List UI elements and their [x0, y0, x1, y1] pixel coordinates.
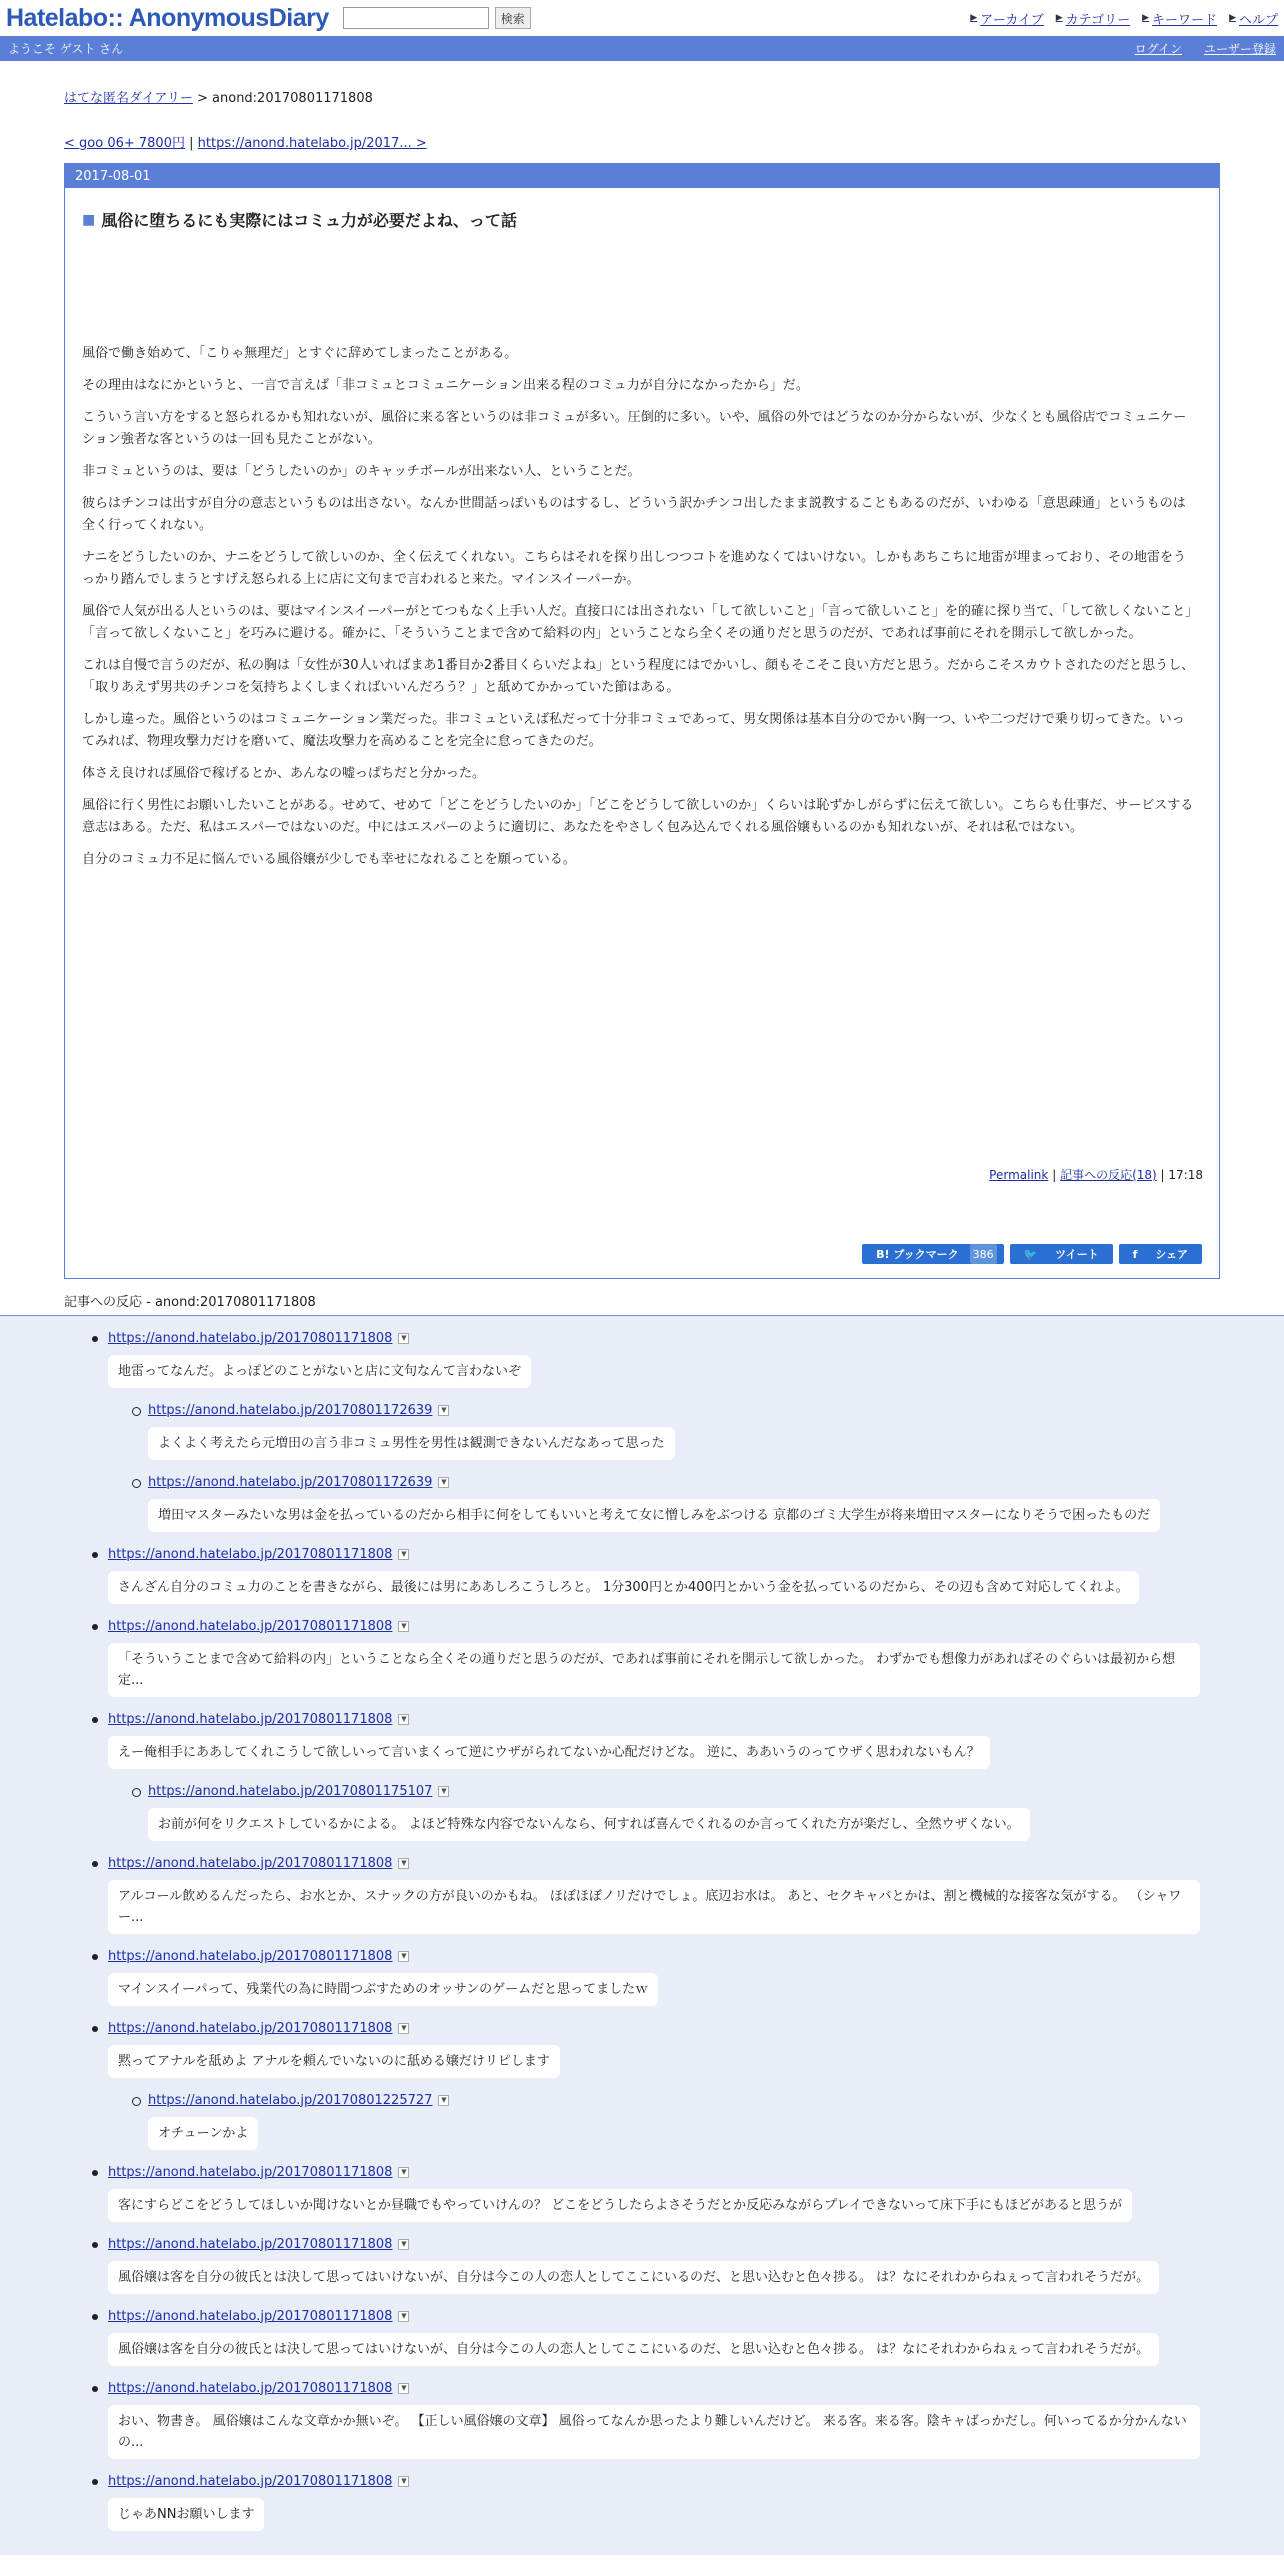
breadcrumb-home[interactable]: はてな匿名ダイアリー — [64, 91, 193, 106]
response-snippet: オチューンかよ — [148, 2117, 258, 2150]
article-paragraph: 彼らはチンコは出すが自分の意志というものは出さない。なんか世間話っぽいものはするし、どういう訳かチンコ出したまま説教することもあるのだが、いわゆる「意思疎通」というものは全く行ってくれない。 — [82, 496, 1186, 533]
response-snippet: 風俗嬢は客を自分の彼氏とは決して思ってはいけないが、自分は今この人の恋人としてここにいるのだ、と思い込むと色々捗る。 は？なにそれわからねぇって言われそうだが。 — [108, 2333, 1159, 2366]
response-snippet: さんざん自分のコミュ力のことを書きながら、最後には男にああしろこうしろと。 1分300円とか400円とかいう金を払っているのだから、その辺も含めて対応してくれよ。 — [108, 1571, 1139, 1604]
dropdown-icon[interactable]: ▼ — [398, 1621, 409, 1632]
article-paragraph: ナニをどうしたいのか、ナニをどうして欲しいのか、全く伝えてくれない。こちらはそれを探り出しつつコトを進めなくてはいけない。しかもあちこちに地雷が埋まっており、その地雷をうっかり踏んでしまうとすげえ怒られる上に店に文句まで言われると来た。マインスイーパーか。 — [82, 550, 1186, 587]
dropdown-icon[interactable]: ▼ — [438, 1477, 449, 1488]
article-paragraph: 風俗で人気が出る人というのは、要はマインスイーパーがとてつもなく上手い人だ。直接口には出されない「して欲しいこと」「言って欲しいこと」を的確に探り当て、「して欲しくないこと」「言って欲しくないこと」を巧みに避ける。確かに、「そういうことまで含めて給料の内」ということなら全くその通りだと思うのだが、であれば事前にそれを開示して欲しかった。 — [82, 604, 1192, 641]
response-item — [64, 2471, 1220, 2543]
article-paragraph: 非コミュというのは、要は「どうしたいのか」のキャッチボールが出来ない人、ということだ。 — [82, 464, 641, 479]
response-link-row — [108, 2471, 1220, 2491]
response-item — [64, 2306, 1220, 2378]
response-link-row — [108, 1328, 1220, 1348]
response-item — [64, 1328, 1220, 1400]
response-item — [64, 2162, 1220, 2234]
responses-title: 記事への反応 - anond:20170801171808 — [0, 1291, 1284, 1316]
response-snippet: 地雷ってなんだ。よっぽどのことがないと店に文句なんて言わないぞ — [108, 1355, 531, 1388]
dropdown-icon[interactable]: ▼ — [398, 1858, 409, 1869]
site-logo[interactable]: Hatelabo:: AnonymousDiary — [6, 3, 329, 32]
response-item — [64, 2090, 1220, 2162]
response-link[interactable]: https://anond.hatelabo.jp/20170801171808 — [108, 1330, 393, 1346]
top-nav — [970, 9, 1278, 28]
dropdown-icon[interactable]: ▼ — [438, 2095, 449, 2106]
response-link[interactable]: https://anond.hatelabo.jp/20170801175107 — [148, 1783, 433, 1799]
facebook-icon: f — [1126, 1244, 1149, 1264]
nav-keyword[interactable]: ▶ キーワード — [1142, 12, 1218, 28]
response-item — [64, 2018, 1220, 2090]
response-link-row — [148, 1472, 1220, 1492]
tweet-button[interactable]: 🐦 ツイート — [1010, 1244, 1113, 1264]
permalink[interactable]: Permalink — [989, 1168, 1049, 1182]
response-link[interactable]: https://anond.hatelabo.jp/20170801225727 — [148, 2092, 433, 2108]
response-snippet: 風俗嬢は客を自分の彼氏とは決して思ってはいけないが、自分は今この人の恋人としてここにいるのだ、と思い込むと色々捗る。 は？なにそれわからねぇって言われそうだが。 — [108, 2261, 1159, 2294]
post-time: 17:18 — [1168, 1168, 1203, 1182]
response-item — [64, 2378, 1220, 2471]
response-item — [64, 1946, 1220, 2018]
article-paragraph: これは自慢で言うのだが、私の胸は「女性が30人いればまあ1番目か2番目くらいだよね」という程度にはでかいし、顔もそこそこ良い方だと思う。だからこそスカウトされたのだと思うし、「取りあえず男共のチンコを気持ちよくしまくればいいんだろう？」と舐めてかかっていた節はある。 — [82, 658, 1195, 695]
response-snippet: 客にすらどこをどうしてほしいか聞けないとか昼職でもやっていけんの？ どこをどうしたらよさそうだとか反応みながらプレイできないって床下手にもほどがあると思うが — [108, 2189, 1132, 2222]
login-link[interactable]: ログイン — [1134, 42, 1182, 56]
response-link[interactable]: https://anond.hatelabo.jp/20170801171808 — [108, 1546, 393, 1562]
response-link-row — [108, 2378, 1220, 2398]
response-link[interactable]: https://anond.hatelabo.jp/20170801172639 — [148, 1474, 433, 1490]
dropdown-icon[interactable]: ▼ — [398, 1549, 409, 1560]
breadcrumb-current: anond:20170801171808 — [212, 91, 373, 106]
hatena-bookmark-button[interactable]: B! ブックマーク 386 — [862, 1244, 1003, 1264]
response-item — [64, 1853, 1220, 1946]
nav-archive[interactable]: ▶ アーカイブ — [970, 12, 1044, 28]
response-item — [64, 1472, 1220, 1544]
response-link[interactable]: https://anond.hatelabo.jp/20170801171808 — [108, 1711, 393, 1727]
square-icon[interactable]: ■ — [82, 211, 96, 228]
response-link-row — [108, 2234, 1220, 2254]
response-item — [64, 1544, 1220, 1616]
response-link[interactable]: https://anond.hatelabo.jp/20170801171808 — [108, 1948, 393, 1964]
bird-icon: 🐦 — [1017, 1244, 1049, 1264]
article-paragraph: 体さえ良ければ風俗で稼げるとか、あんなの嘘っぱちだと分かった。 — [82, 766, 486, 781]
share-buttons — [862, 1244, 1202, 1264]
dropdown-icon[interactable]: ▼ — [398, 2167, 409, 2178]
article-date: 2017-08-01 — [65, 164, 1219, 188]
response-snippet: アルコール飲めるんだったら、お水とか、スナックの方が良いのかもね。 ほぼほぼノリだけでしょ。底辺お水は。 あと、セクキャバとかは、割と機械的な接客な気がする。 （シャワー... — [108, 1880, 1200, 1934]
dropdown-icon[interactable]: ▼ — [398, 1951, 409, 1962]
response-item — [64, 1781, 1220, 1853]
search-input[interactable] — [343, 7, 489, 29]
article-paragraph: 風俗で働き始めて、「こりゃ無理だ」とすぐに辞めてしまったことがある。 — [82, 346, 518, 361]
reactions-link[interactable]: 記事への反応(18) — [1060, 1168, 1157, 1182]
response-item — [64, 2234, 1220, 2306]
article-paragraph: 風俗に行く男性にお願いしたいことがある。せめて、せめて「どこをどうしたいのか」「どこをどうして欲しいのか」くらいは恥ずかしがらずに伝えて欲しい。こちらも仕事だ、サービスする意志はある。ただ、私はエスパーではないのだ。中にはエスパーのように適切に、あなたをやさしく包み込んでくれる風俗嬢もいるのかも知れないが、それは私ではない。 — [82, 798, 1194, 835]
article-body — [82, 343, 1195, 871]
response-snippet: 「そういうことまで含めて給料の内」ということなら全くその通りだと思うのだが、であれば事前にそれを開示して欲しかった。 わずかでも想像力があればそのぐらいは最初から想定... — [108, 1643, 1200, 1697]
article-title: 風俗に堕ちるにも実際にはコミュ力が必要だよね、って話 — [101, 211, 517, 230]
response-item — [64, 1400, 1220, 1472]
article-paragraph: その理由はなにかというと、一言で言えば「非コミュとコミュニケーション出来る程のコミュ力が自分になかったから」だ。 — [82, 378, 809, 393]
article-footer: Permalink | 記事への反応(18) | 17:18 — [989, 1168, 1203, 1182]
bookmark-count: 386 — [970, 1244, 997, 1264]
response-link-row — [108, 1544, 1220, 1564]
nav-category[interactable]: ▶ カテゴリー — [1055, 12, 1131, 28]
search-button[interactable]: 検索 — [495, 7, 531, 29]
response-link[interactable]: https://anond.hatelabo.jp/20170801172639 — [148, 1402, 433, 1418]
response-link-row — [108, 2162, 1220, 2182]
dropdown-icon[interactable]: ▼ — [398, 2239, 409, 2250]
dropdown-icon[interactable]: ▼ — [438, 1786, 449, 1797]
dropdown-icon[interactable]: ▼ — [398, 2476, 409, 2487]
triangle-icon: ▶ — [1055, 13, 1063, 23]
response-item — [64, 1709, 1220, 1781]
user-bar — [0, 36, 1284, 61]
triangle-icon: ▶ — [1142, 13, 1150, 23]
article-paragraph: こういう言い方をすると怒られるかも知れないが、風俗に来る客というのは非コミュが多い。圧倒的に多い。いや、風俗の外ではどうなのか分からないが、少なくとも風俗店でコミュニケーション強者な客というのは一回も見たことがない。 — [82, 410, 1187, 447]
site-header — [0, 0, 1284, 36]
response-link[interactable]: https://anond.hatelabo.jp/20170801171808 — [108, 2380, 393, 2396]
response-link-row — [108, 1616, 1220, 1636]
response-link-row — [108, 1853, 1220, 1873]
response-snippet: 増田マスターみたいな男は金を払っているのだから相手に何をしてもいいと考えて女に憎しみをぶつける 京都のゴミ大学生が将来増田マスターになりそうで困ったものだ — [148, 1499, 1160, 1532]
dropdown-icon[interactable]: ▼ — [398, 2383, 409, 2394]
response-link[interactable]: https://anond.hatelabo.jp/20170801171808 — [108, 2236, 393, 2252]
response-snippet: お前が何をリクエストしているかによる。 よほど特殊な内容でないんなら、何すれば喜んでくれるのか言ってくれた方が楽だし、全然ウザくない。 — [148, 1808, 1030, 1841]
response-link[interactable]: https://anond.hatelabo.jp/20170801171808 — [108, 1855, 393, 1871]
nav-help[interactable]: ▶ ヘルプ — [1229, 12, 1278, 28]
response-link-row — [108, 2018, 1220, 2038]
response-snippet: よくよく考えたら元増田の言う非コミュ男性を男性は観測できないんだなあって思った — [148, 1427, 675, 1460]
response-link[interactable]: https://anond.hatelabo.jp/20170801171808 — [108, 2308, 393, 2324]
responses-list — [0, 1316, 1284, 2555]
response-link[interactable]: https://anond.hatelabo.jp/20170801171808 — [108, 2020, 393, 2036]
dropdown-icon[interactable]: ▼ — [398, 2311, 409, 2322]
response-link-row — [148, 1781, 1220, 1801]
response-link-row — [108, 2306, 1220, 2326]
response-snippet: じゃあNNお願いします — [108, 2498, 264, 2531]
pager: < goo 06+ 7800円 | https://anond.hatelabo.jp/2017... > — [64, 136, 427, 151]
article-title-row — [82, 208, 1219, 231]
article — [64, 163, 1220, 1279]
triangle-icon: ▶ — [1229, 13, 1236, 23]
article-paragraph: 自分のコミュ力不足に悩んでいる風俗嬢が少しでも幸せになれることを願っている。 — [82, 852, 576, 867]
response-link[interactable]: https://anond.hatelabo.jp/20170801171808 — [108, 2473, 393, 2489]
register-link[interactable]: ユーザー登録 — [1203, 42, 1276, 56]
response-link-row — [108, 1946, 1220, 1966]
response-link-row — [148, 1400, 1220, 1420]
response-item — [64, 1616, 1220, 1709]
dropdown-icon[interactable]: ▼ — [398, 1714, 409, 1725]
response-link-row — [108, 1709, 1220, 1729]
prev-entry-link[interactable]: < goo 06+ 7800円 — [64, 136, 185, 151]
search-form — [343, 7, 531, 29]
response-link[interactable]: https://anond.hatelabo.jp/20170801171808 — [108, 1618, 393, 1634]
welcome-text: ようこそ ゲスト さん — [8, 42, 124, 56]
response-snippet: 黙ってアナルを舐めよ アナルを頼んでいないのに舐める嬢だけリピします — [108, 2045, 560, 2078]
triangle-icon: ▶ — [970, 13, 978, 23]
dropdown-icon[interactable]: ▼ — [398, 2023, 409, 2034]
facebook-share-button[interactable]: f シェア — [1119, 1244, 1202, 1264]
response-link-row — [148, 2090, 1220, 2110]
next-entry-link[interactable]: https://anond.hatelabo.jp/2017... > — [197, 136, 427, 151]
breadcrumb: はてな匿名ダイアリー > anond:20170801171808 — [64, 91, 373, 106]
response-snippet: マインスイーパって、残業代の為に時間つぶすためのオッサンのゲームだと思ってましたｗ — [108, 1973, 658, 2006]
dropdown-icon[interactable]: ▼ — [398, 1333, 409, 1344]
response-link[interactable]: https://anond.hatelabo.jp/20170801171808 — [108, 2164, 393, 2180]
response-snippet: えー俺相手にああしてくれこうして欲しいって言いまくって逆にウザがられてないか心配だけどな。 逆に、ああいうのってウザく思われないもん？ — [108, 1736, 990, 1769]
article-paragraph: しかし違った。風俗というのはコミュニケーション業だった。非コミュといえば私だって十分非コミュであって、男女関係は基本自分のでかい胸一つ、いや二つだけで乗り切ってきた。いってみれば、物理攻撃力だけを磨いて、魔法攻撃力を高めることを完全に怠ってきたのだ。 — [82, 712, 1185, 749]
response-snippet: おい、物書き。 風俗嬢はこんな文章かか無いぞ。 【正しい風俗嬢の文章】 風俗ってなんか思ったより難しいんだけど。 来る客。来る客。陰キャばっかだし。何いってるか分かんないの... — [108, 2405, 1200, 2459]
dropdown-icon[interactable]: ▼ — [438, 1405, 449, 1416]
